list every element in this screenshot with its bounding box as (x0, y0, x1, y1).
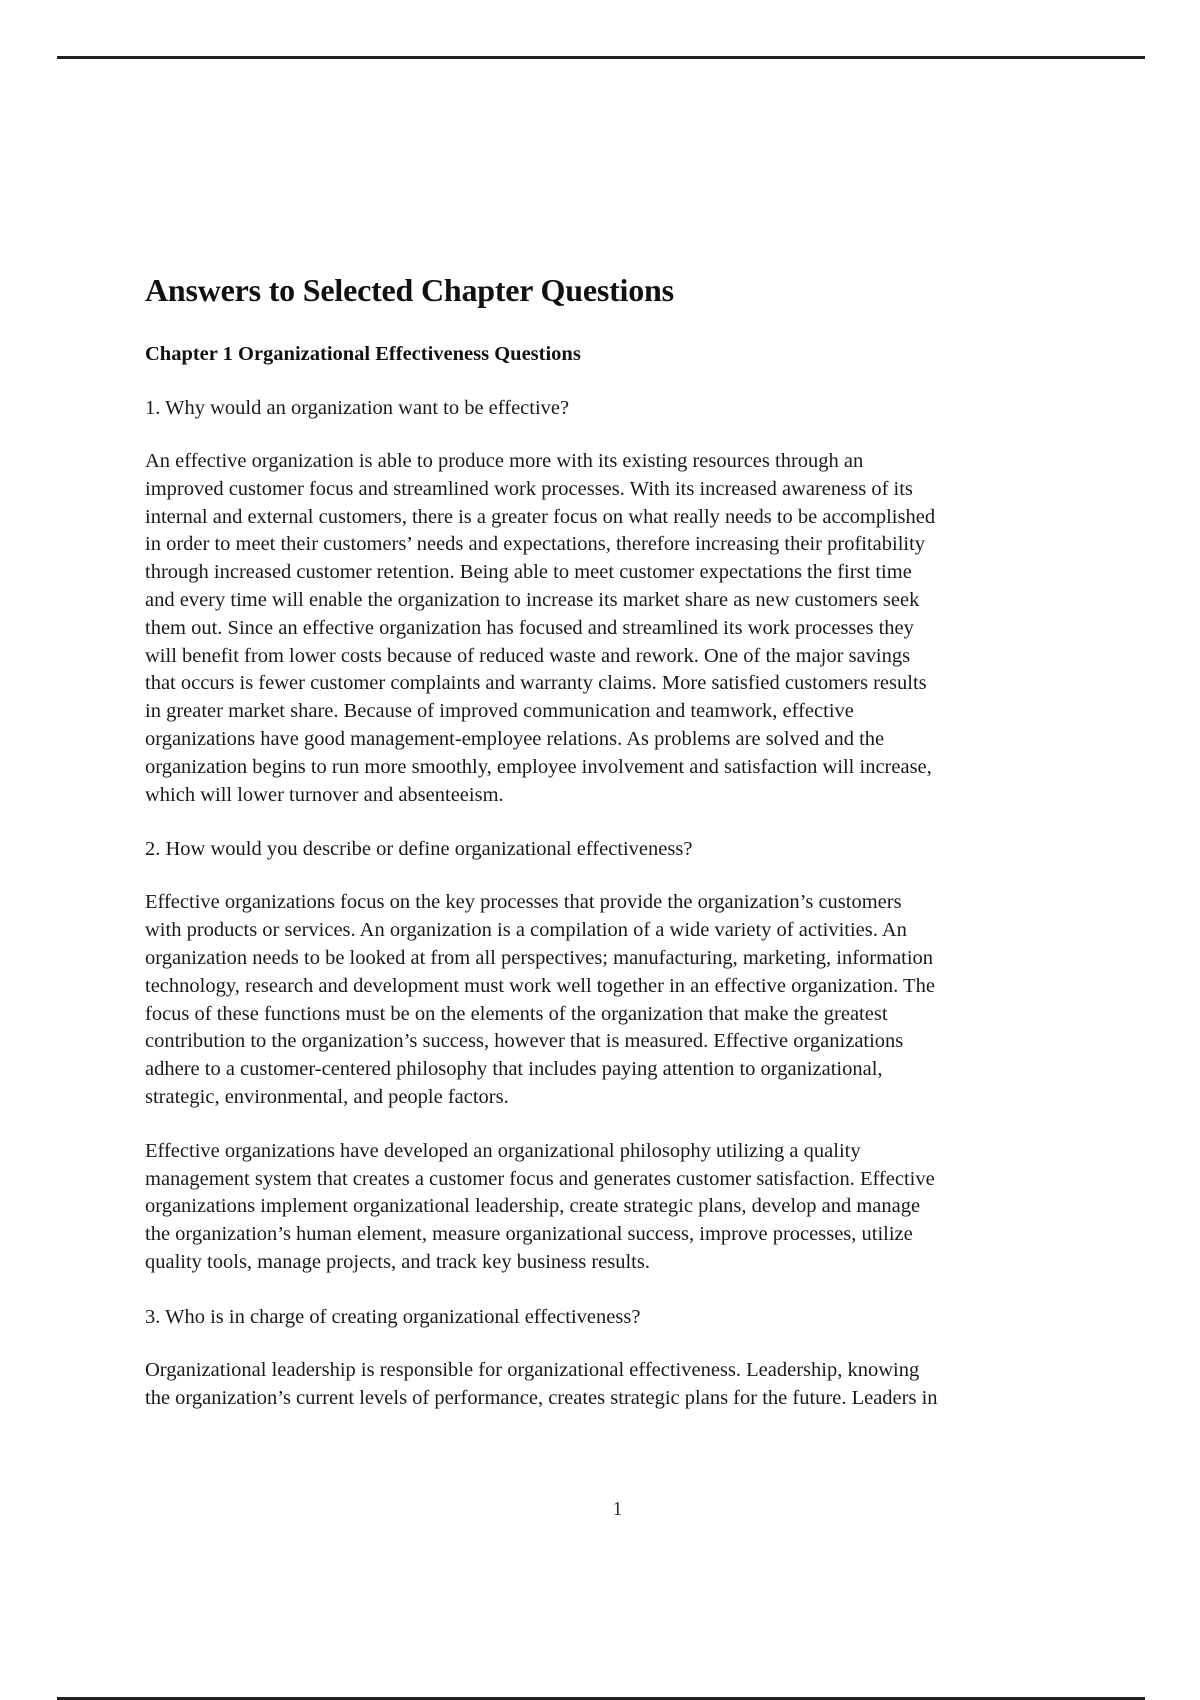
page-content (145, 270, 1095, 1412)
text-line: the organization’s human element, measure organizational success, improve processes, utilize (145, 1223, 913, 1246)
text-line: and every time will enable the organization to increase its market share as new customers seek (145, 588, 920, 611)
text-line: Effective organizations have developed an organizational philosophy utilizing a quality (145, 1139, 861, 1162)
text-line: which will lower turnover and absenteeism. (145, 783, 504, 806)
section-heading: Chapter 1 Organizational Effectiveness Questions (145, 343, 581, 365)
text-line: them out. Since an effective organization has focused and streamlined its work processes they (145, 616, 914, 639)
answer-1-paragraph-1 (145, 448, 1095, 809)
text-line: Effective organizations focus on the key processes that provide the organization’s customers (145, 891, 902, 914)
top-rule (57, 56, 1145, 59)
text-line: in order to meet their customers’ needs and expectations, therefore increasing their profitability (145, 533, 926, 556)
text-line: focus of these functions must be on the elements of the organization that make the greatest (145, 1002, 888, 1025)
text-line: that occurs is fewer customer complaints and warranty claims. More satisfied customers results (145, 672, 927, 695)
text-line: in greater market share. Because of improved communication and teamwork, effective (145, 700, 854, 723)
question-3: 3. Who is in charge of creating organizational effectiveness? (145, 1305, 641, 1328)
text-line: strategic, environmental, and people factors. (145, 1085, 509, 1108)
text-line: internal and external customers, there is a greater focus on what really needs to be accomplished (145, 505, 936, 528)
text-line: will benefit from lower costs because of reduced waste and rework. One of the major savings (145, 644, 911, 667)
text-line: An effective organization is able to produce more with its existing resources through an (145, 450, 864, 472)
text-line: organization begins to run more smoothly, employee involvement and satisfaction will increase, (145, 755, 932, 778)
question-2: 2. How would you describe or define organizational effectiveness? (145, 838, 693, 861)
page-number: 1 (612, 1498, 623, 1520)
text-line: improved customer focus and streamlined work processes. With its increased awareness of its (145, 477, 913, 500)
answer-2-paragraph-1 (145, 889, 1095, 1111)
text-line: technology, research and development must work well together in an effective organization. The (145, 974, 935, 997)
answer-3-paragraph-1 (145, 1357, 1095, 1413)
text-line: through increased customer retention. Being able to meet customer expectations the first time (145, 561, 912, 584)
text-line: the organization’s current levels of performance, creates strategic plans for the future. Leaders in (145, 1386, 938, 1409)
text-line: with products or services. An organization is a compilation of a wide variety of activities. An (145, 919, 907, 942)
text-line: Organizational leadership is responsible for organizational effectiveness. Leadership, knowing (145, 1358, 920, 1381)
question-1: 1. Why would an organization want to be effective? (145, 397, 570, 419)
text-line: organizations implement organizational leadership, create strategic plans, develop and manage (145, 1195, 921, 1218)
text-line: quality tools, manage projects, and track key business results. (145, 1250, 650, 1273)
text-line: adhere to a customer-centered philosophy that includes paying attention to organizational, (145, 1058, 883, 1081)
document-title: Answers to Selected Chapter Questions (145, 272, 674, 308)
text-line: contribution to the organization’s success, however that is measured. Effective organizations (145, 1030, 904, 1053)
text-line: organization needs to be looked at from all perspectives; manufacturing, marketing, information (145, 946, 934, 969)
answer-2-paragraph-2 (145, 1138, 1095, 1277)
text-line: organizations have good management-employee relations. As problems are solved and the (145, 727, 885, 750)
text-line: management system that creates a customer focus and generates customer satisfaction. Effective (145, 1167, 935, 1190)
